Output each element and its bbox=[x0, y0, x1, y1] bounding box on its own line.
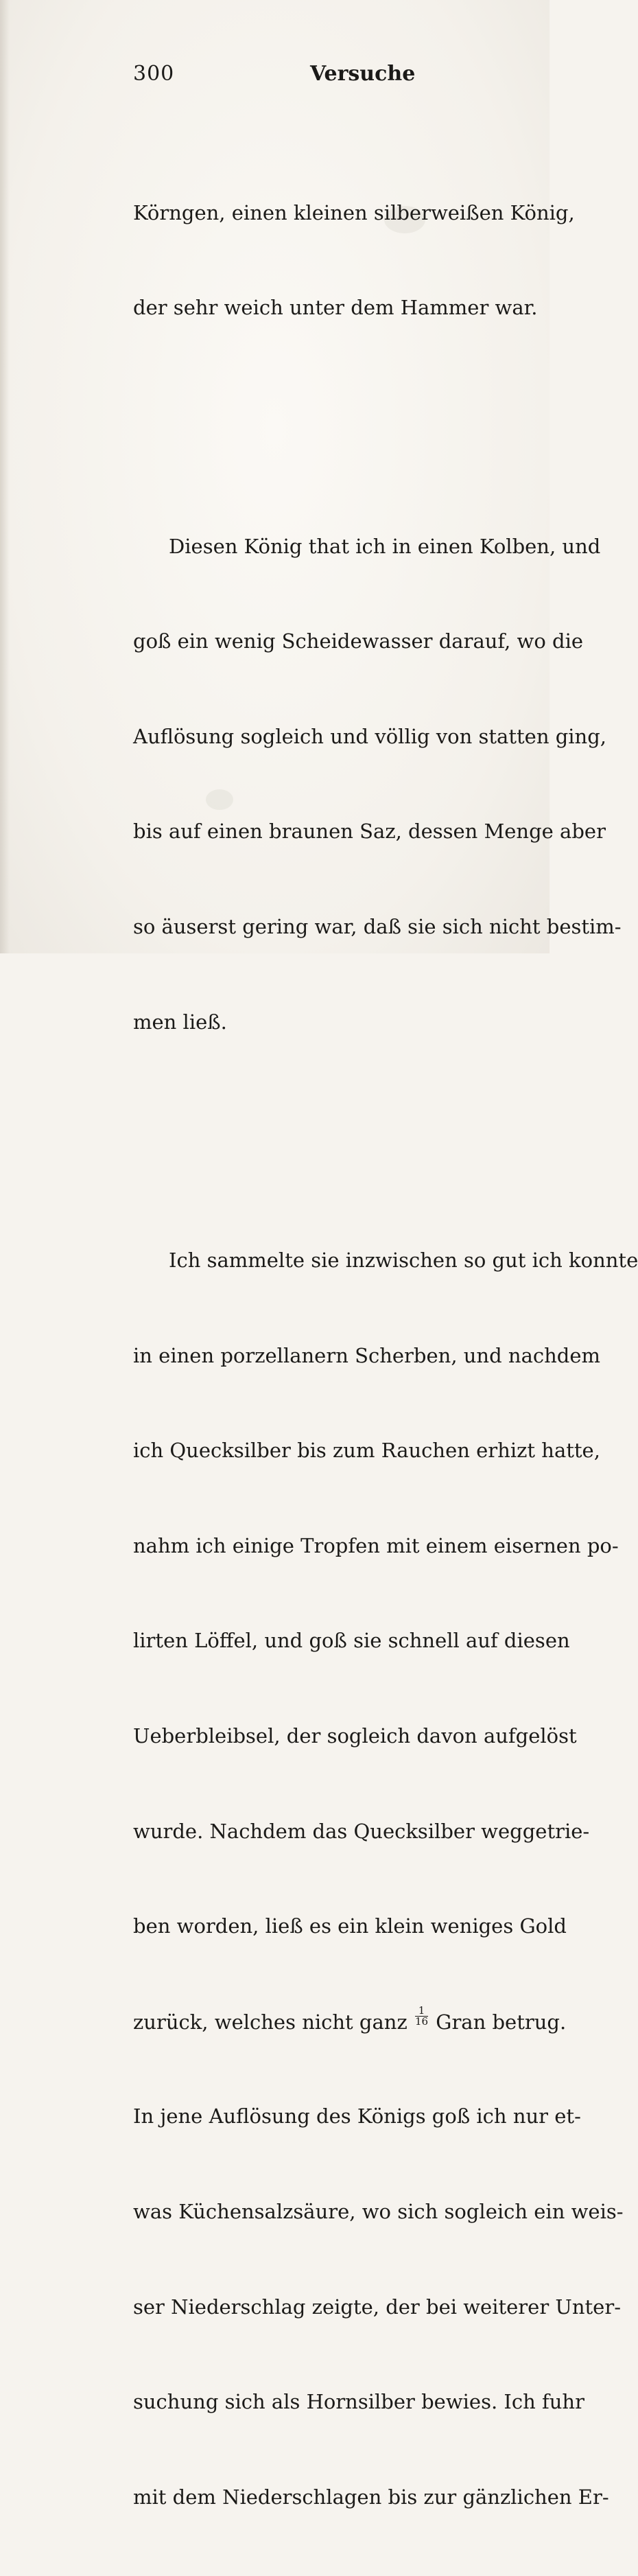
text-line: ich Quecksilber bis zum Rauchen erhizt hatte, bbox=[133, 1439, 600, 1463]
text-line: ser Niederschlag zeigte, der bei weiterer Unter- bbox=[133, 2295, 622, 2319]
text-line-with-fraction bbox=[133, 2004, 567, 2037]
fraction bbox=[415, 2006, 428, 2027]
text-line: so äuserst gering war, daß sie sich nicht bestim- bbox=[133, 914, 622, 938]
page-number: 300 bbox=[133, 62, 175, 86]
text-line: nahm ich einige Tropfen mit einem eisernen po- bbox=[133, 1533, 619, 1557]
text-line: mit dem Niederschlagen bis zur gänzlichen Er- bbox=[133, 2485, 609, 2509]
body-text bbox=[133, 102, 638, 2576]
text-line: der sehr weich unter dem Hammer war. bbox=[133, 296, 538, 320]
page-header bbox=[133, 62, 421, 89]
text-line: ben worden, ließ es ein klein weniges Gold bbox=[133, 1914, 567, 1938]
text-line: wurde. Nachdem das Quecksilber weggetrie- bbox=[133, 1819, 590, 1843]
paragraph-gap bbox=[133, 387, 536, 404]
text-line: Körngen, einen kleinen silberweißen König, bbox=[133, 200, 575, 224]
text-line: Ich sammelte sie inzwischen so gut ich konnte bbox=[169, 1248, 638, 1272]
fraction-numerator: 1 bbox=[418, 2004, 425, 2017]
text-line: Ueberbleibsel, der sogleich davon aufgelöst bbox=[133, 1724, 577, 1748]
running-title: Versuche bbox=[310, 62, 416, 86]
text-line: Auflösung sogleich und völlig von statten ging, bbox=[133, 724, 607, 748]
page-edge-shadow bbox=[0, 0, 10, 953]
text-line: suchung sich als Hornsilber bewies. Ich fuhr bbox=[133, 2390, 584, 2414]
fraction-line-before: zurück, welches nicht ganz bbox=[133, 2010, 414, 2034]
text-line: bis auf einen braunen Saz, dessen Menge aber bbox=[133, 820, 606, 844]
text-line: Diesen König that ich in einen Kolben, und bbox=[169, 534, 601, 558]
fraction-line-after: Gran betrug. bbox=[429, 2010, 567, 2034]
text-line: goß ein wenig Scheidewasser darauf, wo die bbox=[133, 629, 584, 653]
paragraph-gap bbox=[133, 1101, 536, 1117]
text-line: lirten Löffel, und goß sie schnell auf diesen bbox=[133, 1629, 570, 1653]
text-line: was Küchensalzsäure, wo sich sogleich ein weis- bbox=[133, 2199, 624, 2223]
text-line: men ließ. bbox=[133, 1010, 227, 1034]
text-line: In jene Auflösung des Königs goß ich nur et- bbox=[133, 2104, 581, 2128]
fraction-denominator: 16 bbox=[414, 2015, 429, 2028]
text-line: in einen porzellanern Scherben, und nachdem bbox=[133, 1343, 601, 1367]
